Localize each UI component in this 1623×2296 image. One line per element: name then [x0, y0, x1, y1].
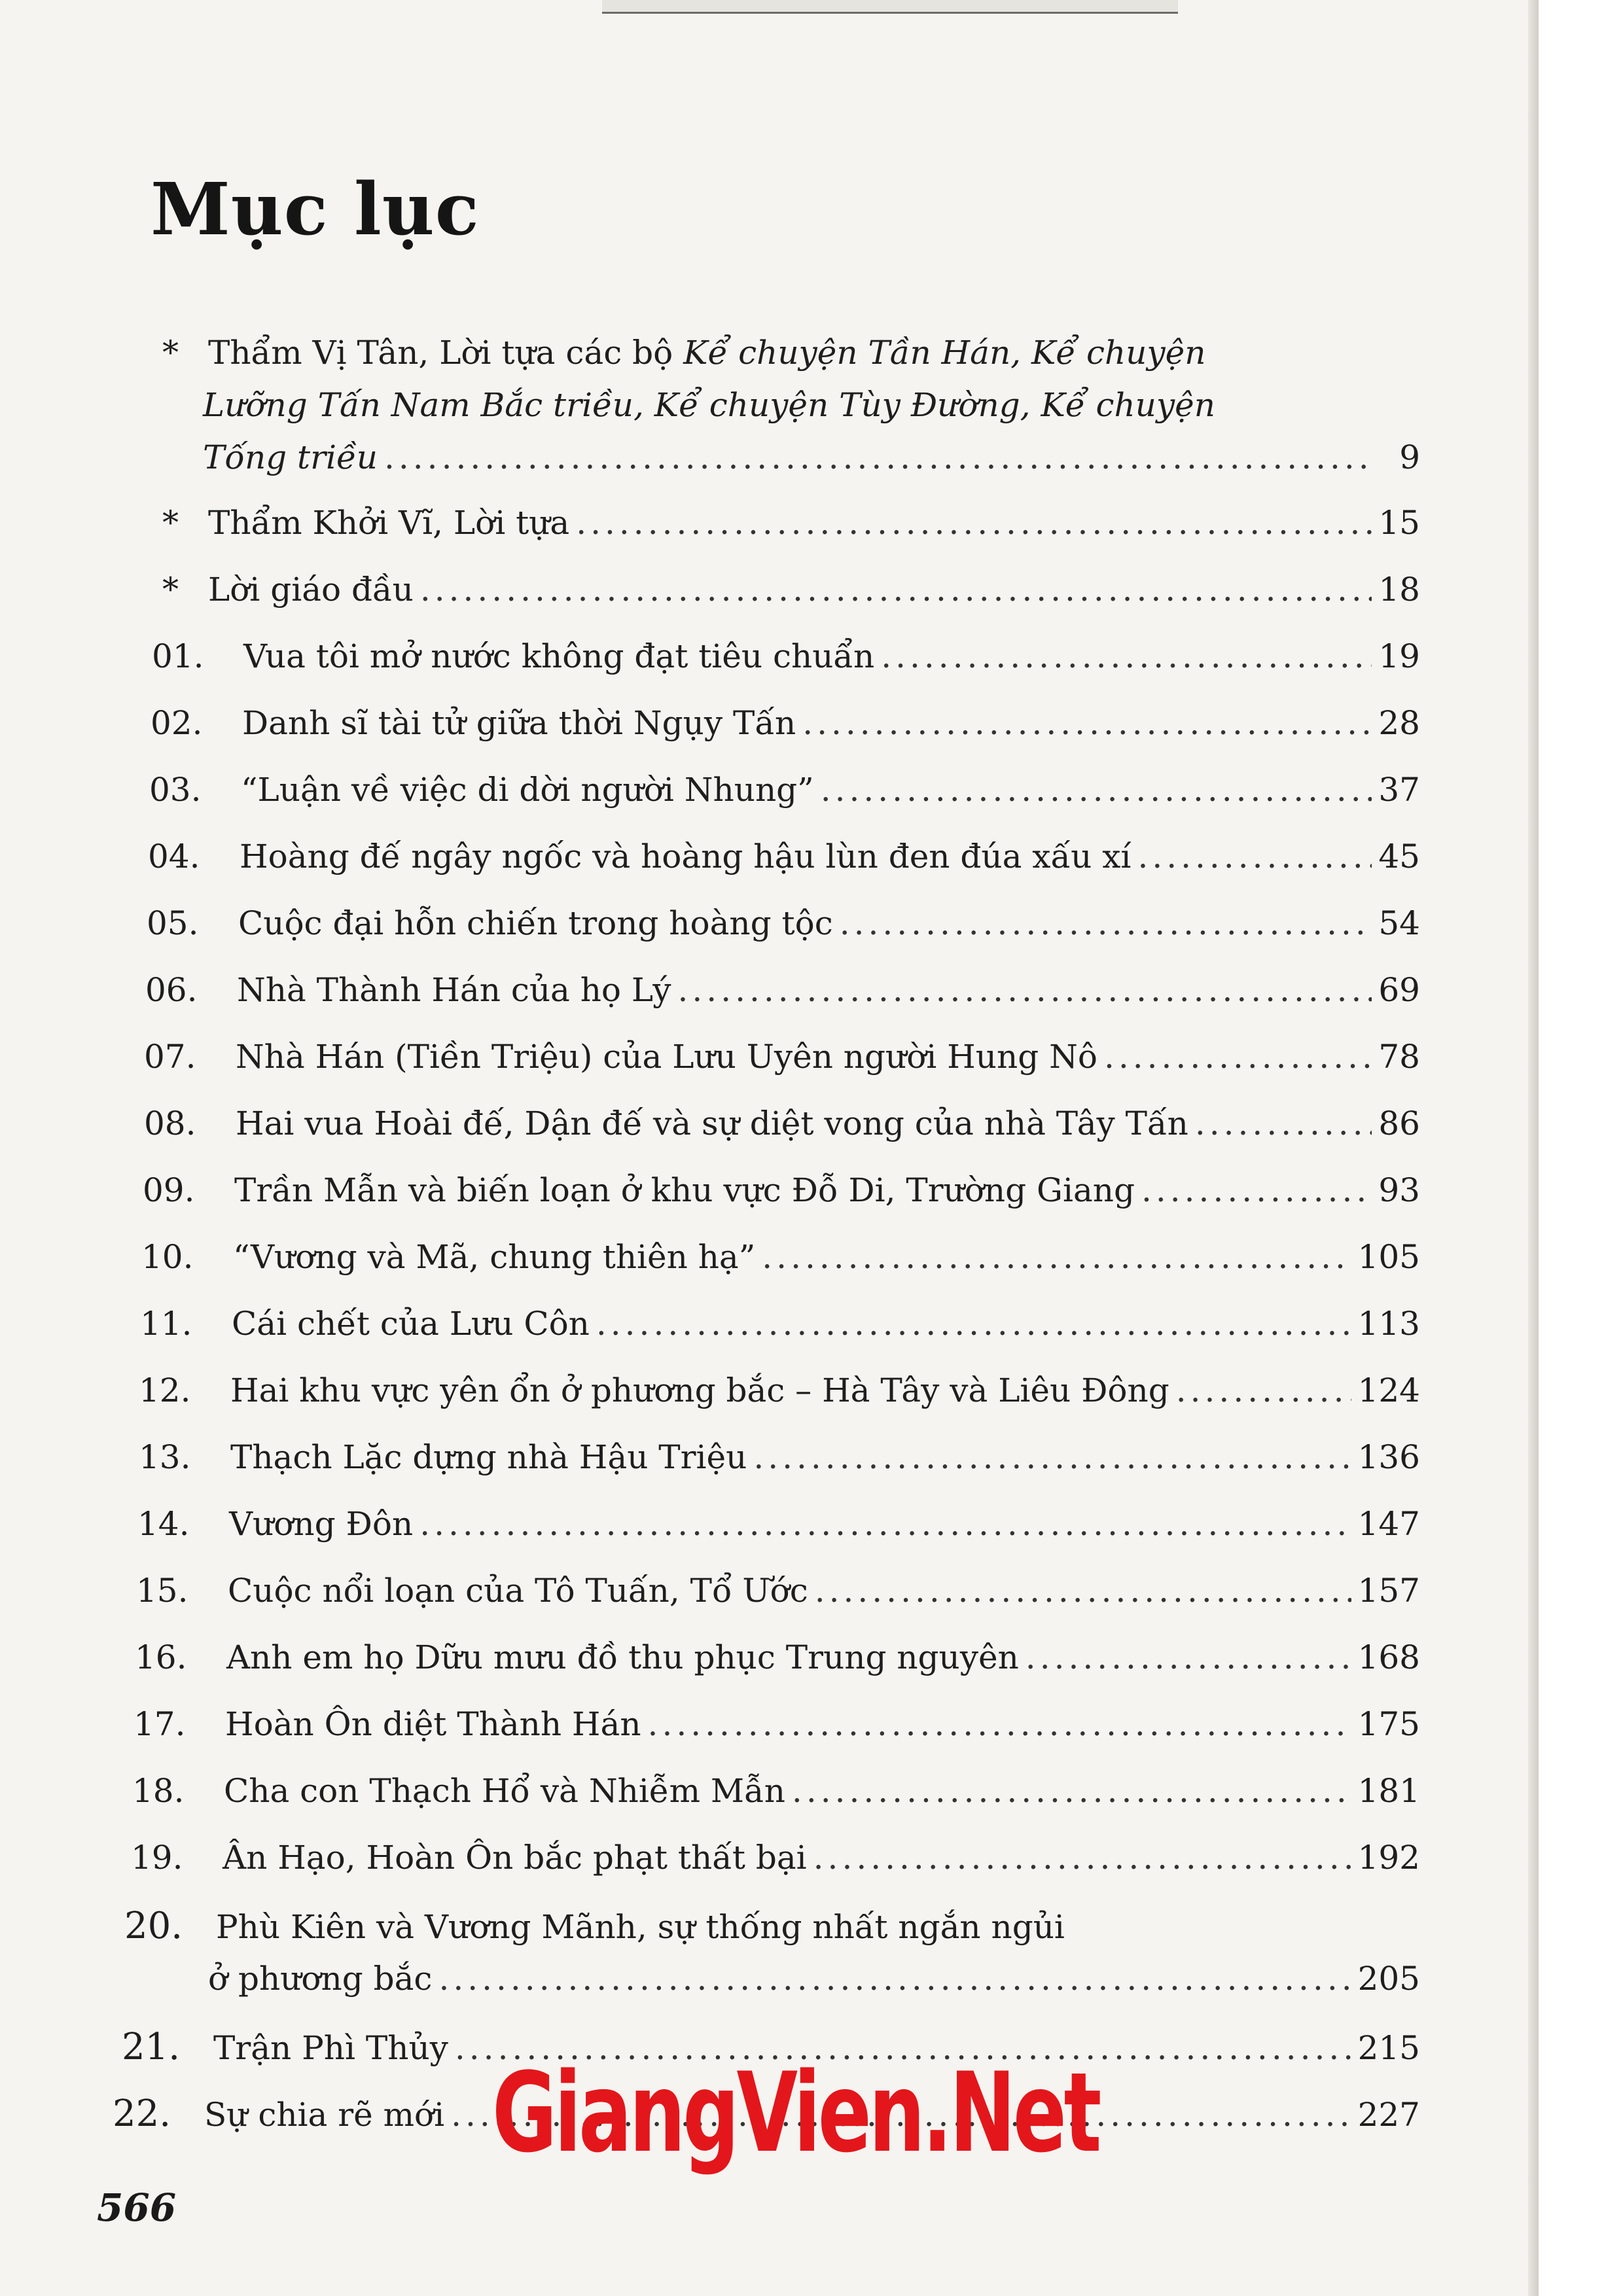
toc-entry-label: Hoàng đế ngây ngốc và hoàng hậu lùn đen đúa xấu xí: [240, 838, 1132, 875]
leader-dots: [419, 1498, 1351, 1549]
toc-entry: [132, 1765, 1420, 1816]
leader-dots: [792, 1765, 1351, 1816]
toc-entry-label: Sự chia rẽ mới: [204, 2096, 445, 2134]
toc-entry: [140, 1298, 1420, 1349]
toc-entry-label: Cuộc nổi loạn của Tô Tuấn, Tổ Ước: [228, 1572, 808, 1610]
toc-entry: [144, 1031, 1420, 1082]
toc-entry-label: Trần Mẫn và biến loạn ở khu vực Đỗ Di, Trường Giang: [234, 1171, 1135, 1209]
toc-entry-label: Trận Phì Thủy: [213, 2029, 448, 2067]
watermark: GiangVien.Net: [492, 2049, 1099, 2177]
toc-page-number: 45: [1378, 838, 1420, 875]
toc-entry-marker: 21.: [122, 2026, 181, 2068]
toc-page-number: 93: [1378, 1171, 1420, 1209]
toc-entry-label: Cha con Thạch Hổ và Nhiễm Mẫn: [224, 1772, 785, 1810]
leader-dots: [384, 432, 1374, 483]
toc-entry-label: Thẩm Vị Tân, Lời tựa các bộ Kể chuyện Tần Hán, Kể chuyện: [208, 334, 1206, 372]
toc-page-number: 205: [1357, 1960, 1420, 1998]
toc-entry-marker: 14.: [137, 1505, 190, 1543]
toc-page-number: 124: [1357, 1371, 1420, 1409]
toc-entry-last-line: ở phương bắc ..... 205: [208, 1953, 1420, 2004]
toc-entry: [134, 1699, 1420, 1750]
toc-page-number: 175: [1357, 1705, 1420, 1743]
toc-page-number: 168: [1357, 1638, 1420, 1676]
toc-entry: [148, 831, 1420, 882]
toc-entry: [151, 698, 1420, 749]
toc-entry: [144, 1098, 1420, 1149]
toc-entry-label: Lời giáo đầu: [208, 571, 414, 609]
toc-entry-marker: 09.: [143, 1171, 195, 1209]
toc-entry-marker: 07.: [144, 1038, 196, 1076]
toc-entry-marker: 12.: [139, 1371, 191, 1409]
leader-dots: [1137, 831, 1372, 882]
leader-dots: [815, 1565, 1351, 1616]
toc-entry: [131, 1832, 1420, 1883]
toc-page-number: 28: [1378, 704, 1420, 742]
toc-entry-label: Cuộc đại hỗn chiến trong hoàng tộc: [238, 904, 833, 942]
leader-dots: [802, 698, 1372, 749]
page-number: 566: [97, 2185, 177, 2230]
toc-entry: [147, 898, 1420, 949]
toc-entry-label: Nhà Thành Hán của họ Lý: [237, 971, 671, 1009]
toc-entry-label: Hai vua Hoài đế, Dận đế và sự diệt vong của nhà Tây Tấn: [236, 1104, 1188, 1142]
toc-page-number: 15: [1378, 504, 1420, 542]
toc-page-number: 54: [1378, 904, 1420, 942]
toc-entry-marker: 01.: [152, 637, 204, 675]
toc-page-number: 227: [1357, 2096, 1420, 2134]
toc-entry-marker: 15.: [136, 1572, 188, 1610]
toc-page-number: 69: [1378, 971, 1420, 1009]
toc-page-number: 18: [1378, 571, 1420, 609]
toc-entry: [145, 964, 1420, 1016]
toc-page-number: 113: [1357, 1305, 1420, 1343]
leader-dots: [678, 964, 1372, 1016]
leader-dots: [881, 631, 1372, 682]
page-title: Mục lục: [151, 167, 480, 251]
toc-entry: [124, 1901, 1420, 1952]
toc-entry-marker: 18.: [132, 1772, 185, 1810]
toc-entry-marker: 13.: [139, 1438, 191, 1476]
toc-page-number: 19: [1378, 637, 1420, 675]
toc-entry-marker: *: [162, 334, 179, 372]
toc-entry-marker: 06.: [145, 971, 198, 1009]
toc-entry-marker: 17.: [134, 1705, 186, 1743]
leader-dots: [840, 898, 1372, 949]
toc-entry-label: Thẩm Khởi Vĩ, Lời tựa: [208, 504, 570, 542]
toc-page-number: 105: [1357, 1238, 1420, 1276]
toc-entry-label: Anh em họ Dữu mưu đồ thu phục Trung nguyên: [226, 1638, 1019, 1676]
toc-page-number: 78: [1378, 1038, 1420, 1076]
leader-dots: [753, 1432, 1351, 1483]
toc-entry-label: “Luận về việc di dời người Nhung”: [241, 771, 814, 809]
toc-entry: [139, 1365, 1420, 1416]
leader-dots: [1026, 1632, 1351, 1683]
toc-entry-label: Hai khu vực yên ổn ở phương bắc – Hà Tây và Liêu Đông: [230, 1371, 1169, 1409]
toc-entry-continuation: Lưỡng Tấn Nam Bắc triều, Kể chuyện Tùy Đường, Kể chuyện: [203, 386, 1215, 424]
toc-entry: [157, 327, 1427, 378]
toc-entry: [149, 764, 1420, 815]
toc-page-number: 37: [1378, 771, 1420, 809]
toc-entry-label: Danh sĩ tài tử giữa thời Ngụy Tấn: [242, 704, 796, 742]
toc-entry-label: Phù Kiên và Vương Mãnh, sự thống nhất ngắn ngủi: [216, 1908, 1065, 1946]
toc-entry-label: Hoàn Ôn diệt Thành Hán: [225, 1705, 641, 1743]
toc-entry: [136, 1565, 1420, 1616]
toc-entry-marker: *: [162, 571, 179, 609]
toc-entry-label: Thạch Lặc dựng nhà Hậu Triệu: [230, 1438, 747, 1476]
leader-dots: [762, 1231, 1351, 1282]
page-edge: [1528, 0, 1539, 2296]
toc-entry-marker: 20.: [124, 1905, 183, 1947]
toc-entry: [139, 1432, 1420, 1483]
leader-dots: [438, 1953, 1351, 2004]
toc-entry-marker: 02.: [151, 704, 203, 742]
leader-dots: [821, 764, 1372, 815]
page-top-tab: [602, 0, 1178, 14]
toc-page-number: 9: [1399, 438, 1420, 476]
toc-entry-label: Vương Đôn: [229, 1505, 414, 1543]
toc-page-number: 215: [1357, 2029, 1420, 2067]
toc-entry-label: Nhà Hán (Tiền Triệu) của Lưu Uyên người Hung Nô: [236, 1038, 1097, 1076]
leader-dots: [813, 1832, 1351, 1883]
toc-entry-marker: 19.: [131, 1839, 183, 1877]
toc-entry-marker: 11.: [140, 1305, 192, 1343]
toc-entry-label: Cái chết của Lưu Côn: [232, 1305, 590, 1343]
toc-entry-marker: 03.: [149, 771, 202, 809]
toc-entry: [137, 1498, 1420, 1549]
toc-entry: [157, 497, 1420, 548]
toc-page-number: 157: [1357, 1572, 1420, 1610]
toc-entry: [143, 1165, 1420, 1216]
toc-page-number: 147: [1357, 1505, 1420, 1543]
leader-dots: [1195, 1098, 1372, 1149]
toc-entry-marker: 08.: [144, 1104, 196, 1142]
leader-dots: [596, 1298, 1351, 1349]
toc-entry-marker: 05.: [147, 904, 199, 942]
leader-dots: [576, 497, 1372, 548]
leader-dots: [648, 1699, 1351, 1750]
toc-page-number: 181: [1357, 1772, 1420, 1810]
toc-entry: [157, 564, 1420, 615]
leader-dots: [1176, 1365, 1351, 1416]
toc-entry-marker: 16.: [135, 1638, 187, 1676]
toc-page-number: 86: [1378, 1104, 1420, 1142]
leader-dots: [420, 564, 1372, 615]
toc-entry-label: Ân Hạo, Hoàn Ôn bắc phạt thất bại: [223, 1839, 807, 1877]
leader-dots: [1104, 1031, 1372, 1082]
toc-entry-marker: 04.: [148, 838, 200, 875]
toc-entry: [152, 631, 1420, 682]
toc-entry-marker: 22.: [113, 2093, 171, 2135]
toc-entry-marker: 10.: [141, 1238, 194, 1276]
toc-entry-label: “Vương và Mã, chung thiên hạ”: [233, 1238, 756, 1276]
toc-entry-label: Vua tôi mở nước không đạt tiêu chuẩn: [243, 637, 875, 675]
toc-entry-marker: *: [162, 504, 179, 542]
toc-entry: [135, 1632, 1420, 1683]
leader-dots: [1141, 1165, 1372, 1216]
toc-page-number: 136: [1357, 1438, 1420, 1476]
toc-page-number: 192: [1357, 1839, 1420, 1877]
toc-entry-last-line: Tống triều ..... 9: [203, 432, 1420, 483]
toc-entry: [141, 1231, 1420, 1282]
